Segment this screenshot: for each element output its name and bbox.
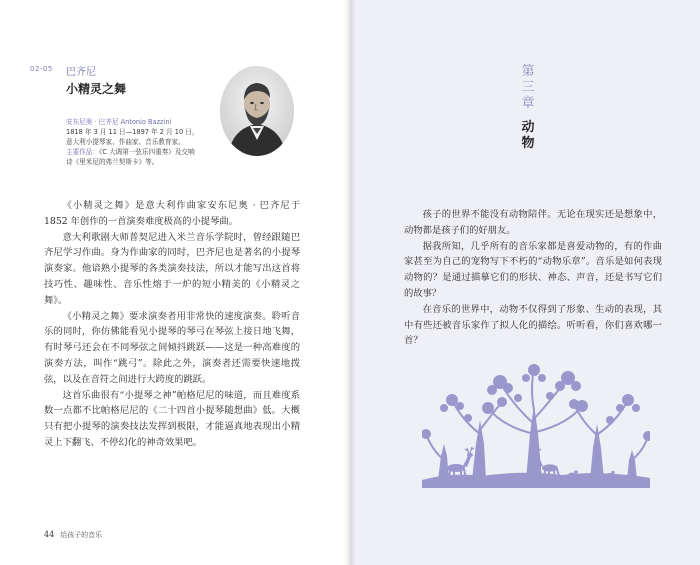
chapter-label-char: 章 — [521, 96, 535, 111]
book-gutter — [344, 0, 356, 565]
bio-works-label: 主要作品： — [66, 148, 99, 156]
bio-name-en: Antonio Bazzini — [120, 118, 172, 126]
piece-title: 小精灵之舞 — [66, 82, 127, 96]
left-body-text — [44, 198, 300, 451]
papercut-forest-icon — [422, 364, 650, 488]
paragraph: 《小精灵之舞》要求演奏者用非常快的速度演奏。聆听音乐的同时，你仿佛能看见小提琴的琴弓在琴弦上接日地飞舞，有时琴弓还会在不同琴弦之间倾抖跳跃——这是一种高难度的演奏方法，叫作“跳弓”。除此之外，演奏者还需要快速地拨弦，以及在音符之间进行大跨度的跳跃。 — [44, 310, 300, 385]
paragraph: 《小精灵之舞》是意大利作曲家安东尼奥 · 巴齐尼于 1852 年创作的一首演奏难度极高的小提琴曲。 — [44, 200, 300, 227]
chapter-label — [518, 64, 538, 112]
chapter-title-char: 物 — [521, 136, 535, 151]
right-body-text — [404, 207, 662, 349]
chapter-label-char: 三 — [521, 80, 535, 95]
page-code: 02-05 — [30, 65, 53, 73]
paragraph: 在音乐的世界中，动物不仅得到了形象、生动的表现，其中有些还被音乐家作了拟人化的描绘。听听看，你们喜欢哪一首？ — [404, 303, 662, 347]
bio-works-line1: 《C 大调第一弦乐四重奏》及交响 — [98, 148, 195, 156]
bio-works-line2: 诗《里米尼的弗兰契斯卡》等。 — [66, 158, 159, 166]
paragraph: 据我所知，几乎所有的音乐家都是喜爱动物的，有的作曲家甚至为自己的宠物写下不朽的“动物乐章”。音乐是如何表现动物的？是通过描摹它们的形状、神态、声音，还是书写它们的故事？ — [404, 240, 662, 299]
chapter-label-char: 第 — [521, 64, 535, 79]
page-number: 44 — [44, 530, 55, 539]
paragraph: 这首乐曲很有“小提琴之神”帕格尼尼的味道，而且难度系数一点都不比帕格尼尼的《二十四首小提琴随想曲》低。大概只有把小提琴的演奏技法发挥到极限，才能逼真地表现出小精灵上下翻飞、不停幻化的神奇效果吧。 — [44, 389, 300, 448]
bio-description: 意大利小提琴家、作曲家、音乐教育家。 — [66, 138, 185, 146]
book-title: 给孩子的音乐 — [60, 531, 103, 539]
bio-name-cn: 安东尼奥 · 巴齐尼 — [66, 118, 119, 126]
paragraph: 孩子的世界不能没有动物陪伴。无论在现实还是想象中，动物都是孩子们的好朋友。 — [404, 209, 662, 236]
paragraph: 意大利歌剧大师普契尼进入米兰音乐学院时，曾经跟随巴齐尼学习作曲。身为作曲家的同时，巴齐尼也是著名的小提琴演奏家。他谙熟小提琴的各类演奏技法，所以才能写出这首将技巧性、趣味性、音乐性熔于一炉的短小精美的《小精灵之舞》。 — [44, 231, 300, 306]
page-footer — [44, 530, 102, 540]
chapter-title-char: 动 — [521, 120, 535, 135]
composer-heading: 巴齐尼 — [66, 67, 96, 78]
composer-bio — [66, 117, 291, 167]
bio-dates: 1818 年 3 月 11 日—1897 年 2 月 10 日， — [66, 128, 199, 136]
chapter-title — [518, 120, 538, 152]
